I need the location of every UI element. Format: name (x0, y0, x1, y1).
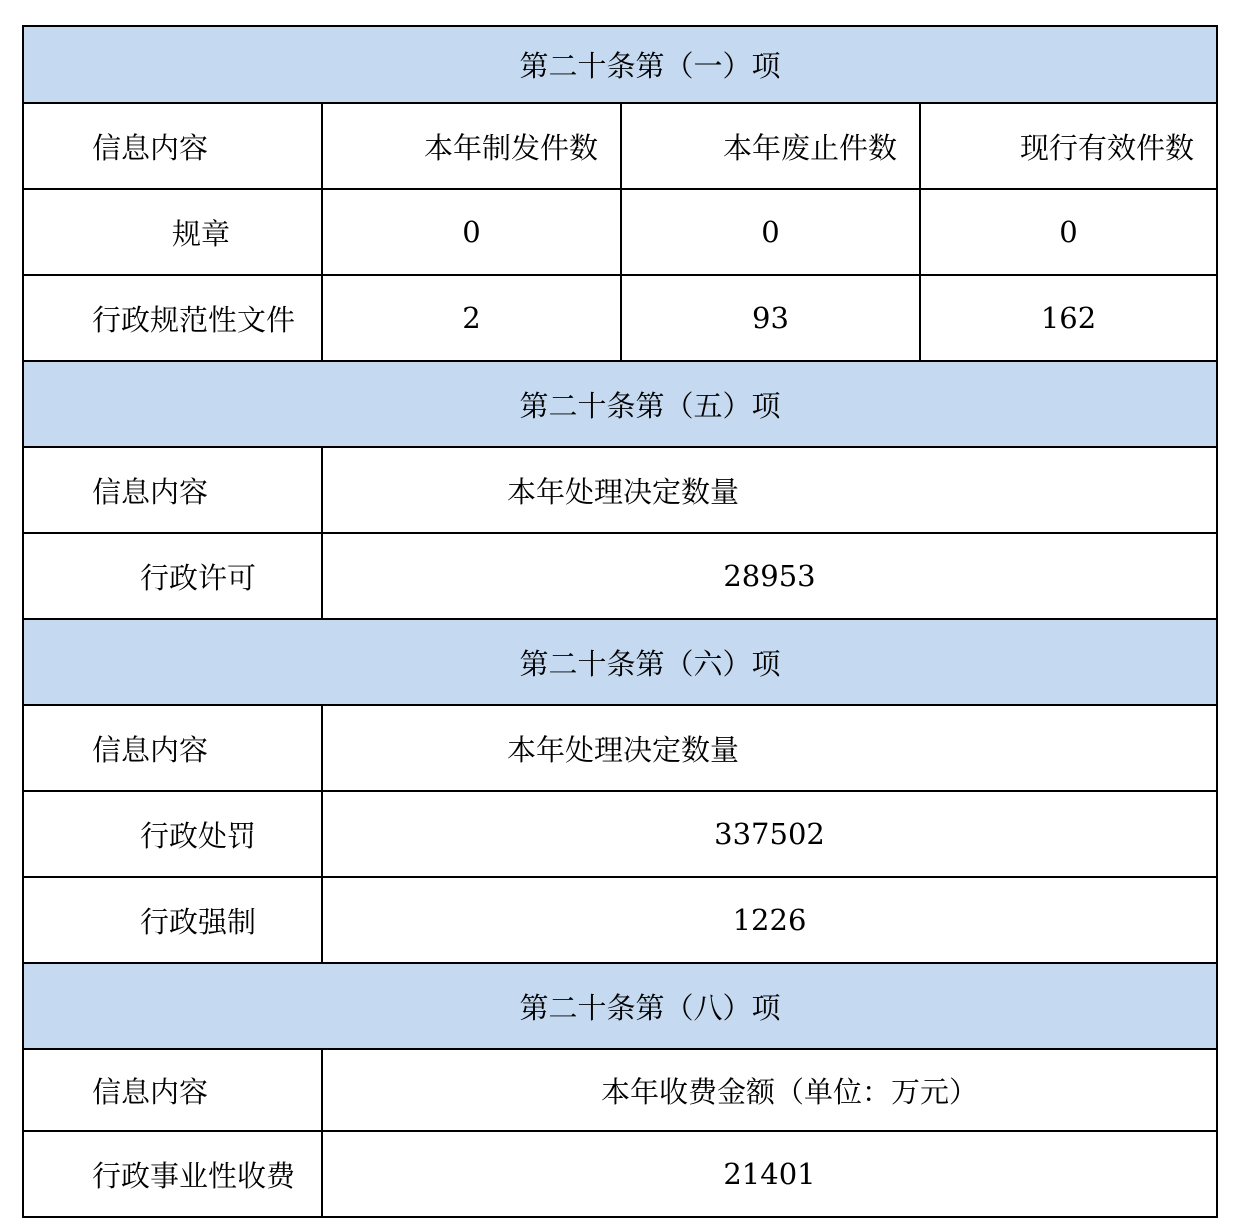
table-row (22, 790, 1218, 876)
section-header-2 (22, 360, 1218, 446)
table-cell: 337502 (321, 792, 1216, 876)
section-title: 第二十条第（一）项 (519, 49, 781, 83)
table-header-row (22, 704, 1218, 790)
table-row (22, 876, 1218, 962)
table-cell: 2 (321, 276, 620, 360)
header-cell: 信息内容 (92, 474, 209, 509)
header-cell: 本年处理决定数量 (321, 448, 1216, 532)
section-title: 第二十条第（五）项 (519, 388, 781, 423)
table-cell: 1226 (321, 878, 1216, 962)
section-title: 第二十条第（六）项 (519, 646, 781, 681)
header-cell: 信息内容 (92, 732, 209, 767)
table-cell: 0 (620, 190, 919, 274)
row-label: 规章 (172, 216, 231, 251)
section-title: 第二十条第（八）项 (519, 990, 781, 1025)
header-cell: 本年废止件数 (620, 104, 919, 188)
row-label: 行政处罚 (140, 818, 257, 853)
disclosure-table (22, 25, 1218, 1218)
table-row (22, 532, 1218, 618)
header-cell: 本年制发件数 (321, 104, 620, 188)
table-cell: 93 (620, 276, 919, 360)
header-cell: 本年收费金额（单位：万元） (321, 1050, 1216, 1130)
row-label: 行政强制 (140, 904, 257, 939)
table-row (22, 188, 1218, 274)
header-cell: 信息内容 (92, 130, 209, 165)
table-cell: 0 (321, 190, 620, 274)
table-header-row (22, 1048, 1218, 1130)
section-header-4 (22, 962, 1218, 1048)
section-header-3 (22, 618, 1218, 704)
table-row (22, 1130, 1218, 1218)
table-cell: 28953 (321, 534, 1216, 618)
header-cell: 本年处理决定数量 (321, 706, 1216, 790)
table-cell: 162 (919, 276, 1216, 360)
row-label: 行政规范性文件 (92, 302, 296, 337)
header-cell: 信息内容 (92, 1074, 209, 1109)
table-header-row (22, 446, 1218, 532)
row-label: 行政事业性收费 (92, 1158, 296, 1193)
header-cell: 现行有效件数 (919, 104, 1216, 188)
table-cell: 21401 (321, 1132, 1216, 1216)
row-label: 行政许可 (140, 560, 257, 595)
section-header-1 (22, 25, 1218, 102)
table-header-row (22, 102, 1218, 188)
table-row (22, 274, 1218, 360)
table-cell: 0 (919, 190, 1216, 274)
